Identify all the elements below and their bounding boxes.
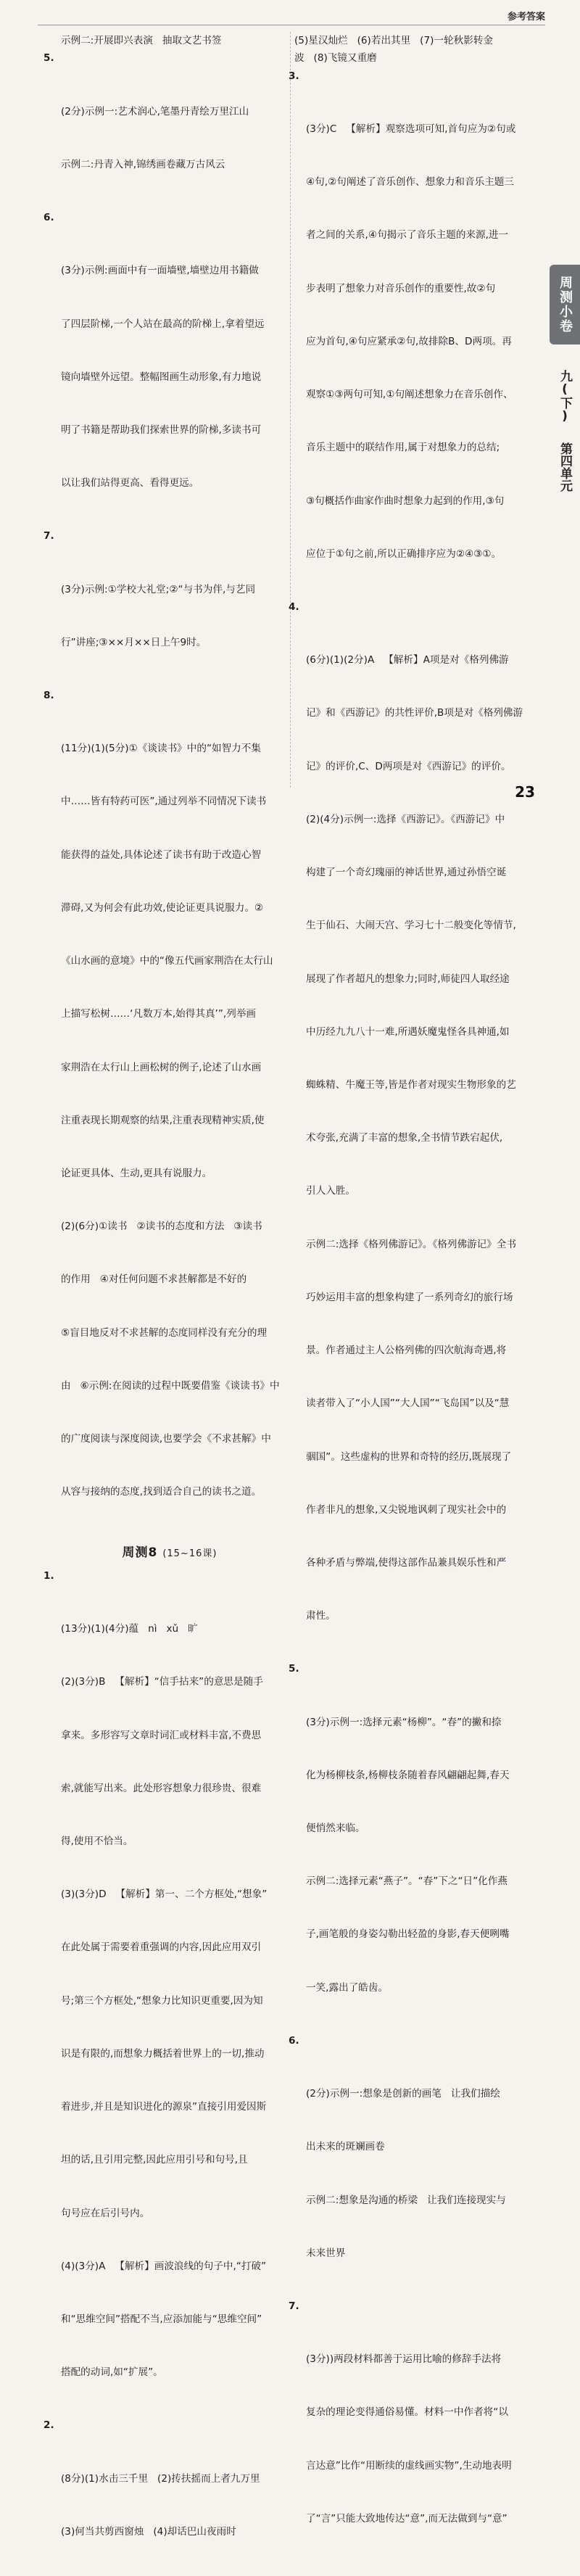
text-line: 《山水画的意境》中的“像五代画家荆浩在太行山	[61, 955, 273, 967]
text-line: 便悄然来临。	[306, 1822, 365, 1835]
text-line: 应为首句,④句应紧承②句,故排除B、D两项。再	[306, 335, 512, 347]
text-line: 了四层阶梯,一个人站在最高的阶梯上,拿着望远	[61, 318, 265, 330]
text-line: (3分))两段材料都善于运用比喻的修辞手法将	[306, 2353, 502, 2366]
text-line: (2分)示例一:艺术润心,笔墨丹青绘万里江山	[61, 105, 249, 117]
text-line: 作者非凡的想象,又尖锐地讽刺了现实社会中的	[306, 1503, 507, 1516]
section-question-2	[44, 2416, 290, 2576]
text-line: 中……皆有特药可医”,通过列举不同情况下读书	[61, 796, 267, 808]
left-column	[44, 32, 290, 2576]
text-line: 号;第三个方框处,“想象力比知识更重要,因为知	[61, 1994, 263, 2007]
question-8	[44, 687, 290, 1537]
question-6	[44, 209, 290, 527]
text-line: 注重表现长期观察的结果,注重表现精神实质,使	[61, 1114, 265, 1126]
text-line: ③句概括作曲家作曲时想象力起到的作用,③句	[306, 495, 505, 507]
text-line: 拿来。多形容写文章时词汇或材料丰富,不费思	[61, 1729, 262, 1741]
text-line: 肃性。	[306, 1610, 336, 1622]
text-line: 中历经九九八十一难,所遇妖魔鬼怪各具神通,如	[306, 1025, 510, 1038]
text-line: 构建了一个奇幻瑰丽的神话世界,通过孙悟空诞	[306, 867, 507, 879]
section-title-sub: (15~16课)	[162, 1548, 218, 1559]
text-line: 的作用 ④对任何问题不求甚解都是不好的	[61, 1273, 247, 1286]
text-line: 的广度阅读与深度阅读,也要学会《不求甚解》中	[61, 1433, 271, 1445]
text-line: 骃国”。这些虚构的世界和奇特的经历,既展现了	[306, 1450, 512, 1463]
text-line: (11分)(1)(5分)①《谈读书》中的“如智力不集	[61, 743, 261, 755]
column-divider	[290, 32, 291, 788]
side-tab: 周测小卷	[550, 265, 580, 344]
text-line: 各种矛盾与弊端,使得这部作品兼具娱乐性和严	[306, 1556, 507, 1569]
text-line: 句号应在后引号内。	[61, 2207, 150, 2219]
question-number: 7.	[44, 530, 54, 542]
text-line: 上描写松树……‘凡数万本,始得其真’”,列举画	[61, 1008, 257, 1020]
section-question-1	[44, 1567, 290, 2417]
text-line: 一笑,露出了皓齿。	[306, 1981, 389, 1994]
text-line: (3分)示例:①学校大礼堂;②“与书为伴,与艺同	[61, 583, 256, 595]
text-line: 示例二:选择元素“燕子”。“春”下之“日”化作燕	[306, 1875, 508, 1888]
text-line: 滞碍,又为何会有此功效,使论证更具说服力。②	[61, 901, 264, 914]
text-line: 记》的评价,C、D两项是对《西游记》的评价。	[306, 760, 511, 772]
question-number: 4.	[289, 601, 299, 613]
question-number: 1.	[44, 1569, 54, 1582]
question-4	[289, 598, 534, 1660]
text-line: (4)(3分)A 【解析】画波浪线的句子中,“打破”	[61, 2260, 267, 2272]
page-number: 23	[515, 783, 535, 801]
text-line: 示例二:开展即兴表演 抽取文艺书签	[61, 35, 222, 46]
text-line: 了“言”只能大致地传达“意”,而无法做到与“意”	[306, 2512, 508, 2525]
text-line: 识是有限的,而想象力概括着世界上的一切,推动	[61, 2047, 265, 2060]
question-5-right	[289, 1660, 534, 2032]
text-line: 坦的话,且引用完整,因此应用引号和句号,且	[61, 2154, 248, 2166]
question-number: 5.	[44, 52, 54, 65]
text-line: 行”讲座;③××月××日上午9时。	[61, 636, 207, 648]
text-line: (6分)(1)(2分)A 【解析】A项是对《格列佛游	[306, 654, 509, 666]
text-line: ④句,②句阐述了音乐创作、想象力和音乐主题三	[306, 176, 514, 189]
text-line: 展现了作者超凡的想象力;同时,师徒四人取经途	[306, 973, 510, 985]
question-6-right	[289, 2032, 534, 2298]
text-line: (2)(6分)①读书 ②读书的态度和方法 ③读书	[61, 1221, 262, 1233]
text-line: (3)(3分)D 【解析】第一、二个方框处,“想象”	[61, 1888, 268, 1901]
text-line: 言达意”比作“用断续的虚线画实物”,生动地表明	[306, 2459, 512, 2472]
text-line: 示例二:想象是沟通的桥梁 让我们连接现实与	[306, 2194, 506, 2206]
text-line: 示例二:丹青入神,锦绣画卷藏万古风云	[61, 158, 225, 170]
text-line: (3)何当共剪西窗烛 (4)却话巴山夜雨时	[61, 2525, 236, 2538]
side-grade-label: 九(下)	[558, 370, 572, 424]
text-line: 家荆浩在太行山上画松树的例子,论述了山水画	[61, 1061, 262, 1073]
text-line: 术夸张,充满了丰富的想象,全书情节跌宕起伏,	[306, 1132, 503, 1144]
text-line: 引人入胜。	[306, 1185, 355, 1197]
text-line: 记》和《西游记》的共性评价,B项是对《格列佛游	[306, 707, 523, 719]
text-line: 在此处属于需要着重强调的内容,因此应用双引	[61, 1941, 262, 1954]
text-line: 能获得的益处,具体论述了读书有助于改造心智	[61, 849, 262, 861]
text-line: 者之间的关系,④句揭示了音乐主题的来源,进一	[306, 229, 509, 242]
text-line: (3分)C 【解析】观察选项可知,首句应为②句或	[306, 123, 516, 136]
section-title-main: 周测8	[122, 1545, 158, 1560]
text-line: 未来世界	[306, 2247, 346, 2259]
text-line: 读者带入了“小人国”“大人国”“飞岛国”以及“慧	[306, 1398, 510, 1410]
text-line: 镜向墙壁外远望。整幅图画生动形象,有力地说	[61, 371, 262, 383]
text-line: (5)星汉灿烂 (6)若出其里 (7)一轮秋影转金	[294, 35, 494, 46]
text-line: 步表明了想象力对音乐创作的重要性,故②句	[306, 282, 496, 294]
text-line: 复杂的理论变得通俗易懂。材料一中作者将“以	[306, 2406, 508, 2419]
text-line: 着进步,并且是知识进化的源泉”直接引用爱因斯	[61, 2101, 267, 2113]
text-line: 从容与接纳的态度,找到适合自己的读书之道。	[61, 1486, 262, 1498]
question-7-right	[289, 2298, 534, 2563]
text-line: (13分)(1)(4分)蕴 nì xǔ 旷	[61, 1623, 198, 1635]
text-line: (2)(4分)示例一:选择《西游记》。《西游记》中	[306, 813, 505, 825]
section-title	[49, 1544, 290, 1563]
text-line: 生于仙石、大闹天宫、学习七十二般变化等情节,	[306, 920, 516, 932]
right-column	[289, 32, 534, 2563]
text-line: 明了书籍是帮助我们探索世界的阶梯,多读书可	[61, 424, 262, 436]
question-number: 3.	[289, 70, 299, 82]
text-line: (8分)(1)水击三千里 (2)抟扶摇而上者九万里	[61, 2472, 260, 2485]
text-line: 应位于①句之前,所以正确排序应为②④③①。	[306, 548, 502, 560]
text-line: 化为杨柳枝条,杨柳枝条随着春风翩翩起舞,春天	[306, 1769, 510, 1781]
question-7	[44, 527, 290, 687]
text-line: 子,画笔般的身姿勾勒出轻盈的身影,春天便咧嘴	[306, 1928, 510, 1941]
text-line: 以让我们站得更高、看得更远。	[61, 477, 199, 490]
text-line: ⑤盲目地反对不求甚解的态度同样没有充分的理	[61, 1326, 268, 1339]
question-number: 6.	[44, 212, 54, 224]
text-line: 波 (8)飞镜又重磨	[294, 52, 377, 65]
text-line: (3分)示例一:选择元素“杨柳”。“春”的撇和捺	[306, 1716, 502, 1728]
question-number: 5.	[289, 1663, 299, 1675]
header-label: 参考答案	[507, 12, 545, 22]
text-line: 和“思维空间”搭配不当,应添加能与“思维空间”	[61, 2313, 262, 2325]
question-5	[44, 49, 290, 209]
text-line: 出未来的斑斓画卷	[306, 2141, 385, 2153]
text-line: (3分)示例:画面中有一面墙壁,墙壁边用书籍做	[61, 265, 259, 277]
text-line: (2分)示例一:想象是创新的画笔 让我们描绘	[306, 2088, 500, 2100]
text-line: 示例二:选择《格列佛游记》。《格列佛游记》全书	[306, 1238, 517, 1250]
text-line: 音乐主题中的联结作用,属于对想象力的总结;	[306, 442, 500, 454]
question-number: 6.	[289, 2034, 299, 2047]
side-unit-label: 第四单元	[558, 442, 572, 492]
text-line: 蜘蛛精、牛魔王等,皆是作者对现实生物形象的艺	[306, 1078, 516, 1091]
text-line: 由 ⑥示例:在阅读的过程中既要借鉴《谈读书》中	[61, 1379, 280, 1392]
text-line: 搭配的动词,如“扩展”。	[61, 2366, 163, 2379]
question-number: 7.	[289, 2300, 299, 2312]
text-line: 得,使用不恰当。	[61, 1836, 133, 1848]
text-line: 索,就能写出来。此处形容想象力很珍贵、很难	[61, 1782, 262, 1794]
question-3	[289, 67, 534, 598]
text-line: 观察①③两句可知,①句阐述想象力在音乐创作、	[306, 389, 513, 401]
text-line: 论证更具体、生动,更具有说服力。	[61, 1168, 212, 1179]
question-number: 2.	[44, 2419, 54, 2432]
text-line: (2)(3分)B 【解析】“信手拈来”的意思是随手	[61, 1676, 263, 1688]
question-number: 8.	[44, 690, 54, 702]
text-line: 景。作者通过主人公格列佛的四次航海奇遇,将	[306, 1345, 507, 1357]
text-line: 巧妙运用丰富的想象构建了一系列奇幻的旅行场	[306, 1291, 513, 1303]
